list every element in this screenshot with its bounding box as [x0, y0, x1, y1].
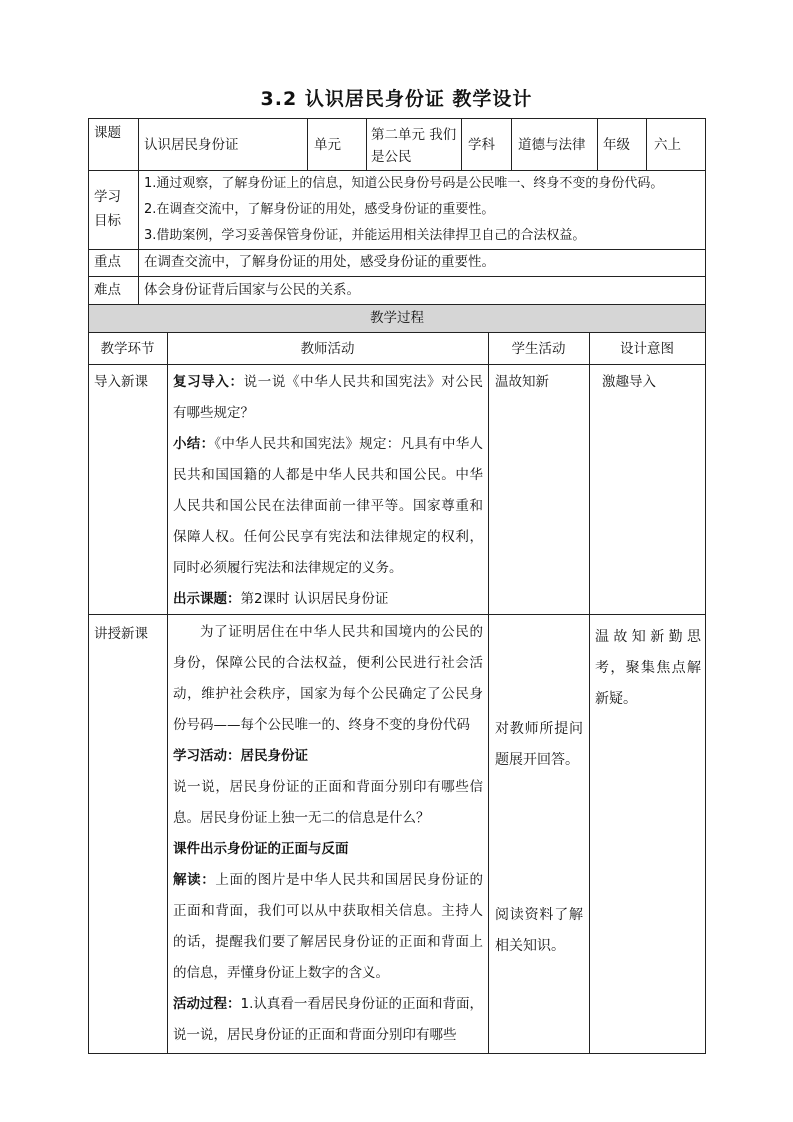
table-border	[597, 118, 598, 170]
topic-label: 课题	[94, 125, 121, 141]
table-border	[88, 170, 706, 171]
teacher-activity	[173, 617, 483, 1051]
table-border	[461, 118, 462, 170]
difficulty-label: 难点	[94, 282, 121, 298]
goal-item: 1.通过观察，了解身份证上的信息，知道公民身份号码是公民唯一、终身不变的身份代码。	[144, 176, 664, 191]
table-border	[88, 276, 706, 277]
teacher-paragraph: 课件出示身份证的正面与反面	[173, 841, 349, 857]
process-heading: 教学过程	[370, 310, 424, 326]
teacher-activity	[173, 367, 483, 615]
design-intent: 激趣导入	[602, 374, 656, 390]
teacher-paragraph: 说一说，居民身份证的正面和背面分别印有哪些信息。居民身份证上独一无二的信息是什么？	[173, 779, 483, 826]
table-border	[307, 118, 308, 170]
teacher-paragraph: 学习活动：居民身份证	[173, 748, 308, 764]
student-activity: 温故知新	[495, 374, 549, 390]
unit-value: 第二单元 我们是公民	[371, 127, 457, 165]
teacher-paragraph: 复习导入：说一说《中华人民共和国宪法》对公民有哪些规定？	[173, 374, 484, 421]
grade-value: 六上	[654, 137, 681, 153]
unit-label: 单元	[314, 137, 341, 153]
table-border	[138, 118, 139, 304]
stage-label: 导入新课	[94, 374, 148, 390]
difficulty-value: 体会身份证背后国家与公民的关系。	[144, 282, 360, 298]
key-point-value: 在调查交流中，了解身份证的用处，感受身份证的重要性。	[144, 254, 495, 270]
table-border	[705, 118, 706, 1054]
table-border	[366, 118, 367, 170]
table-border	[646, 118, 647, 170]
subject-value: 道德与法律	[518, 137, 586, 153]
column-header: 学生活动	[511, 341, 566, 357]
table-border	[88, 304, 706, 305]
topic-value: 认识居民身份证	[144, 137, 239, 153]
teacher-paragraph: 活动过程：1.认真看一看居民身份证的正面和背面，说一说，居民身份证的正面和背面分别印有哪些	[173, 996, 483, 1043]
table-border	[589, 332, 590, 1054]
table-border	[488, 332, 489, 1054]
table-border	[88, 249, 706, 250]
subject-label: 学科	[468, 137, 495, 153]
design-intent: 温故知新勤思考，聚集焦点解新疑。	[595, 629, 701, 707]
teacher-paragraph: 为了证明居住在中华人民共和国境内的公民的身份，保障公民的合法权益，便利公民进行社会活动，维护社会秩序，国家为每个公民确定了公民身份号码——每个公民唯一的、终身不变的身份代码	[173, 624, 483, 733]
key-point-label: 重点	[94, 254, 121, 270]
stage-label: 讲授新课	[94, 626, 148, 642]
teacher-paragraph: 小结：《中华人民共和国宪法》规定：凡具有中华人民共和国国籍的人都是中华人民共和国公民。中华人民共和国公民在法律面前一律平等。国家尊重和保障人权。任何公民享有宪法和法律规定的权利，同时必须履行宪法和法律规定的义务。	[173, 436, 484, 576]
table-border	[167, 332, 168, 1054]
goal-item: 2.在调查交流中，了解身份证的用处，感受身份证的重要性。	[144, 202, 495, 217]
table-border	[511, 118, 512, 170]
table-border	[88, 332, 706, 333]
table-border	[88, 118, 89, 1054]
column-header: 教学环节	[100, 341, 155, 357]
student-activity: 对教师所提问题展开回答。	[495, 721, 583, 768]
teacher-paragraph: 出示课题：第2课时 认识居民身份证	[173, 591, 389, 607]
goal-item: 3.借助案例，学习妥善保管身份证，并能运用相关法律捍卫自己的合法权益。	[144, 228, 586, 243]
teacher-paragraph: 解读：上面的图片是中华人民共和国居民身份证的正面和背面，我们可以从中获取相关信息。主持人的话，提醒我们要了解居民身份证的正面和背面上的信息，弄懂身份证上数字的含义。	[173, 872, 484, 981]
table-border	[88, 364, 706, 365]
goals-label: 学习目标	[94, 189, 121, 229]
page-title: 3.2 认识居民身份证 教学设计	[260, 88, 533, 110]
student-activity: 阅读资料了解相关知识。	[495, 907, 583, 954]
table-border	[88, 118, 706, 119]
column-header: 教师活动	[300, 341, 355, 357]
table-border	[88, 1053, 706, 1054]
column-header: 设计意图	[620, 341, 674, 357]
grade-label: 年级	[603, 137, 630, 153]
